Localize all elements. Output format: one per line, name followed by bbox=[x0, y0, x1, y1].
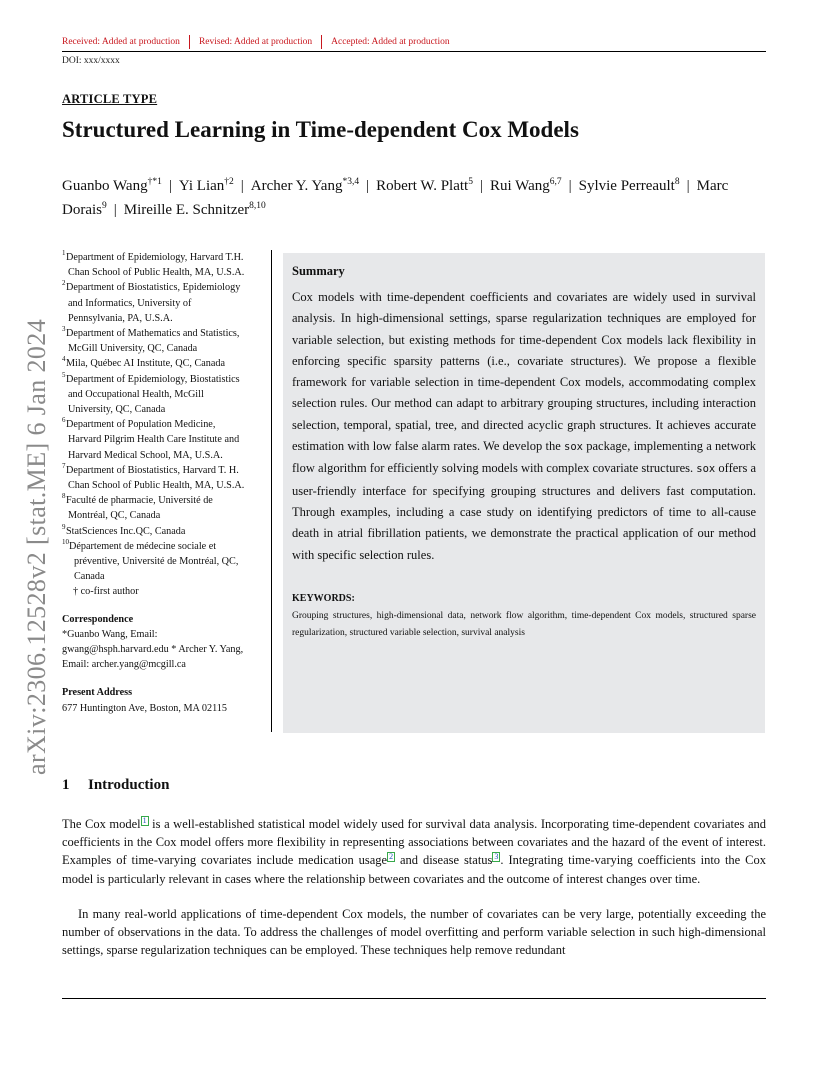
summary-heading: Summary bbox=[292, 264, 345, 278]
affiliation-number: 7 bbox=[62, 461, 66, 470]
author: Archer Y. Yang$^{*3,4}$ bbox=[250, 177, 360, 194]
affiliation-number: 1 bbox=[62, 249, 66, 257]
affiliation-line: Chan School of Public Health, MA, U.S.A. bbox=[68, 480, 245, 492]
affiliation-line: Harvard Medical School, MA, U.S.A. bbox=[68, 449, 223, 461]
author: Guanbo Wang$^{\dagger*1}$ bbox=[62, 177, 162, 194]
section-number: 1 bbox=[62, 777, 70, 793]
affiliation-line: Department of Biostatistics, Epidemiology bbox=[66, 282, 241, 294]
affiliation-line: Faculté de pharmacie, Université de bbox=[66, 495, 213, 507]
affiliation-line: Department of Epidemiology, Harvard T.H. bbox=[66, 252, 244, 263]
package-name: sox bbox=[564, 441, 583, 454]
production-info bbox=[62, 35, 766, 51]
affiliation-line: and Informatics, University of bbox=[68, 297, 192, 309]
header-rule bbox=[62, 51, 766, 52]
divider bbox=[321, 35, 322, 49]
accepted-note: Accepted: Added at production bbox=[331, 37, 450, 48]
affiliation bbox=[62, 326, 266, 356]
author: Robert W. Platt$^5$ bbox=[376, 177, 473, 194]
citation-link[interactable]: 2 bbox=[389, 852, 394, 862]
article-type: ARTICLE TYPE bbox=[62, 92, 158, 106]
received-note: Received: Added at production bbox=[62, 37, 180, 48]
keywords-heading: KEYWORDS: bbox=[292, 593, 355, 604]
affiliation-number: 8 bbox=[62, 492, 66, 501]
author: Sylvie Perreault$^8$ bbox=[578, 177, 680, 194]
doi: DOI: xxx/xxxx bbox=[62, 56, 120, 66]
present-address-heading: Present Address bbox=[62, 687, 133, 699]
correspondence-heading: Correspondence bbox=[62, 613, 134, 625]
author: Rui Wang$^{6,7}$ bbox=[489, 177, 562, 194]
author-list: Guanbo Wang$^{\dagger*1}$ | Yi Lian$^{\dagger 2}$ | Archer Y. Yang$^{*3,4}$ | Robert W. Platt$^5$ | Rui Wang$^{6,7}$ | Sylvie Perreault$^8$ | Marc Dorais$^9$ | Mireille E. Schnitzer$^{8,10}$ bbox=[62, 177, 729, 218]
footer-rule bbox=[62, 998, 766, 999]
author: Mireille E. Schnitzer$^{8,10}$ bbox=[123, 201, 266, 218]
affiliation-line: Harvard Pilgrim Health Care Institute and bbox=[68, 434, 240, 446]
affiliation-number: 2 bbox=[62, 279, 66, 288]
affiliation-line: Department of Epidemiology, Biostatistics bbox=[66, 373, 240, 385]
affiliation-line: McGill University, QC, Canada bbox=[68, 343, 198, 355]
affiliation-list bbox=[62, 250, 266, 584]
present-address: 677 Huntington Ave, Boston, MA 02115 bbox=[62, 702, 227, 714]
paragraph: In many real-world applications of time-dependent Cox models, the number of covariates can be very large, potentially exceeding the number of observations in the data. To address the challenges of model overfitting and perform variable selection in such high-dimensional settings, sparse regularization techniques can be employed. These techniques help remove redundant bbox=[62, 907, 766, 958]
affiliation-line: préventive, Université de Montréal, QC, bbox=[74, 556, 239, 568]
affiliation-line: Mila, Québec AI Institute, QC, Canada bbox=[66, 358, 225, 370]
correspondence-line: *Guanbo Wang, Email: bbox=[62, 628, 158, 640]
affiliation-number: 4 bbox=[62, 355, 66, 364]
section-heading bbox=[62, 777, 169, 794]
affiliation bbox=[62, 539, 266, 585]
divider bbox=[189, 35, 190, 49]
paragraph: The Cox model 1 is a well-established statistical model widely used for survival data analysis. Incorporating time-dependent covariates and coefficients in the Cox model offers more flexibility in representing associations between covariates and the hazard of the event of interest. Examples of time-varying covariates include medication usage 2 and disease status 3 . Integrating time-varying coefficients into the Cox model is particularly relevant in cases where the relationship between covariates and the outcome of interest changes over time. bbox=[62, 816, 766, 886]
summary-text: Cox models with time-dependent coefficients and covariates are widely used in survival analysis. In high-dimensional settings, sparse regularization techniques are employed for variable selection, but existing methods for time-dependent Cox models lack flexibility in enforcing specific sparsity patterns (i.e., covariate structures). We propose a flexible framework for variable selection in time-dependent Cox models, accommodating complex selection rules. Our method can adapt to arbitrary grouping structures, including interaction selection, temporal, spatial, tree, and directed acyclic graph structures. It achieves accurate estimation with low false alarm rates. We develop the sox package, implementing a network flow algorithm for efficiently solving models with complex covariate structures. sox offers a user-friendly interface for specifying grouping structures and delivers fast computation. Through examples, including a case study on identifying predictors of time to all-cause death in atrial fibrillation patients, we demonstrate the practical application of our method with specific selection rules. bbox=[292, 290, 757, 562]
affiliation-number: 5 bbox=[62, 370, 66, 379]
affiliation bbox=[62, 280, 266, 326]
revised-note: Revised: Added at production bbox=[198, 37, 313, 48]
column-rule bbox=[271, 250, 272, 732]
affiliation bbox=[62, 493, 266, 523]
citation-link[interactable]: 3 bbox=[494, 852, 499, 862]
affiliation bbox=[62, 417, 266, 463]
affiliation bbox=[62, 372, 266, 418]
affiliation-number: 9 bbox=[62, 522, 66, 531]
affiliation-line: Montréal, QC, Canada bbox=[68, 510, 161, 522]
author: Yi Lian$^{\dagger 2}$ bbox=[178, 177, 234, 194]
paper-title: Structured Learning in Time-dependent Cox Models bbox=[62, 117, 579, 142]
left-column bbox=[62, 250, 266, 716]
citation-link[interactable]: 1 bbox=[142, 816, 147, 825]
affiliation bbox=[62, 463, 266, 493]
affiliation-line: Department of Mathematics and Statistics, bbox=[66, 328, 240, 340]
affiliation-number: 3 bbox=[62, 325, 66, 334]
affiliation bbox=[62, 524, 266, 539]
affiliation-line: and Occupational Health, McGill bbox=[68, 388, 204, 400]
affiliation-line: Pennsylvania, PA, U.S.A. bbox=[68, 312, 173, 324]
affiliation-line: Chan School of Public Health, MA, U.S.A. bbox=[68, 267, 245, 279]
affiliation bbox=[62, 356, 266, 371]
affiliation-number: 10 bbox=[62, 537, 69, 546]
section-title: Introduction bbox=[88, 777, 170, 793]
affiliation bbox=[62, 250, 266, 280]
correspondence-line: Email: archer.yang@mcgill.ca bbox=[62, 659, 186, 671]
correspondence-line: gwang@hsph.harvard.edu * Archer Y. Yang, bbox=[62, 644, 244, 656]
affiliation-line: Department of Population Medicine, bbox=[66, 419, 216, 431]
author: Marc Dorais$^9$ bbox=[62, 178, 729, 218]
cofirst-note: † co-first author bbox=[73, 586, 139, 598]
affiliation-line: Canada bbox=[74, 571, 105, 583]
affiliation-line: Department of Biostatistics, Harvard T. H. bbox=[66, 464, 239, 476]
affiliation-line: University, QC, Canada bbox=[68, 404, 166, 416]
arxiv-stamp: arXiv:2306.12528v2 [stat.ME] 6 Jan 2024 bbox=[22, 318, 51, 775]
affiliation-number: 6 bbox=[62, 416, 66, 425]
keywords-text: Grouping structures, high-dimensional data, network flow algorithm, time-dependent Cox models, structured sparse regularization, structured variable selection, survival analysis bbox=[292, 611, 756, 638]
affiliation-line: StatSciences Inc.QC, Canada bbox=[66, 525, 186, 537]
package-name: sox bbox=[696, 463, 716, 476]
affiliation-line: Département de médecine sociale et bbox=[69, 540, 217, 552]
